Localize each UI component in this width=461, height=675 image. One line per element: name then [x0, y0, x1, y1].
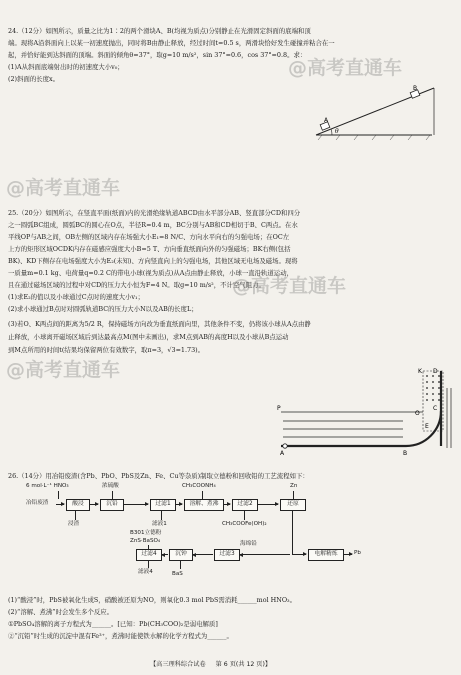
watermark-3: @高考直通车: [232, 275, 347, 297]
text-lithopone-b: ZnS·BaSO₄: [130, 538, 161, 544]
q26-part-2-2: ②“沉铅”时生成的沉淀中混有Fe³⁺，煮沸时能使铁水解的化学方程式为______。: [8, 632, 233, 640]
text-lithopone-a: B301立德粉: [130, 530, 162, 536]
label-d: D: [433, 368, 438, 375]
box-precipitate-zinc: 沉钟: [169, 549, 193, 561]
box-reduce: 还原: [280, 499, 306, 511]
q24-part-2: (2)斜面的长度x。: [8, 75, 59, 83]
footer-page: 第 6 页(共 12 页)】: [215, 661, 272, 668]
q26-line-1: 26.（14分）用冶铅废渣(含Pb、PbO、PbS及Zn、Fe、Cu等杂质)制取立德粉和回收铅的工艺流程如下：: [8, 472, 309, 480]
box-filter-1: 过滤1: [150, 499, 176, 511]
box-filter-4: 过滤4: [136, 549, 162, 561]
box-dissolve-boil: 溶解、煮沸: [184, 499, 224, 511]
field-dots: [426, 375, 440, 401]
label-o: O: [415, 410, 420, 417]
reagent-ammonium-acetate: CH₃COONH₄: [182, 483, 216, 489]
footer: [150, 660, 271, 669]
theta-arc: [331, 129, 332, 135]
q25-part-3-line-2: 止释放，小球离开磁场区域后到达最高点M(图中未画出)，求M点到AB的高度H以及小球从B点运动: [8, 333, 289, 341]
watermark-4: @高考直通车: [6, 359, 121, 381]
text-sponge-lead: 海绵铅: [240, 541, 257, 547]
box-acid-leach: 酸浸: [66, 499, 90, 511]
text-leach-residue: 浸渣: [68, 521, 80, 527]
label-b: B: [403, 450, 408, 457]
reagent-zinc: Zn: [290, 483, 298, 489]
label-a: A: [324, 117, 329, 124]
track-bc: [406, 411, 441, 446]
watermark-1: @高考直通车: [288, 57, 403, 79]
footer-title: 【高三理科综合试卷: [150, 661, 206, 668]
process-flowchart: [26, 483, 426, 591]
q25-part-3-line-3: 到M点所用的时间t(结果均保留两位有效数字，取π=3，√3=1.73)。: [8, 346, 205, 354]
q26-subquestions: [8, 596, 456, 646]
q26-part-2-1: ①PbSO₄溶解的离子方程式为______。[已知：Pb(CH₃COO)₂是弱电解质]: [8, 620, 218, 628]
text-product-pb: Pb: [354, 550, 361, 556]
q25-line-6: 一质量m=0.1 kg、电荷量q=0.2 C的带电小球(视为质点)从A点由静止释放，小球一直沿轨道运动，: [8, 269, 293, 277]
box-precipitate-lead: 沉铅: [100, 499, 124, 511]
track-figure: [275, 368, 453, 458]
q24-line-2: 端。现将A沿斜面向上以某一初速度抛出，同时将B由静止释放，经过时间t=0.5 s，两滑块恰好发生碰撞并粘合在一: [8, 39, 335, 47]
incline-hatch: [318, 135, 430, 140]
label-theta: θ: [335, 128, 339, 135]
ball-a: [283, 444, 287, 448]
q25-line-7: 且在通过磁场区域的过程中对CD的压力大小恒为F=4 N。取g=10 m/s²，不计空气阻力。: [8, 281, 265, 289]
label-b: B: [413, 85, 418, 92]
q24-part-1: (1)A从斜面底端射出时的初速度大小v₀；: [8, 63, 124, 71]
q25-part-1: (1)求E₂的值以及小球通过C点时的速度大小v₁；: [8, 293, 144, 301]
text-barium-sulfide: BaS: [172, 571, 183, 577]
q25-line-2: 之一圆弧BC组成，圆弧BC的圆心在O点，半径R=0.4 m，BC分别与AB和CD相切于B、C两点。在水: [8, 221, 298, 229]
watermark-2: @高考直通车: [6, 177, 121, 199]
label-p: P: [277, 405, 281, 412]
q25-line-4: 上方的矩形区域OCDK内存在磁感应强度大小B=5 T、方向垂直纸面向外的匀强磁场；BK右侧(包括: [8, 245, 291, 253]
text-filtrate-1: 滤液1: [152, 521, 167, 527]
text-iron-hydroxide: CH₃COOFe(OH)₂: [222, 521, 267, 527]
label-c: C: [433, 405, 438, 412]
q25-part-3-line-1: (3)若O、K两点间的距离为5/2 R，保持磁场方向改为垂直纸面向里，其他条件不变，仍将该小球从A点由静: [8, 320, 311, 328]
e2-field-lines: [447, 388, 451, 448]
label-e: E: [425, 423, 429, 430]
box-filter-3: 过滤3: [214, 549, 240, 561]
label-k: K: [418, 368, 422, 375]
incline-figure: [310, 80, 445, 142]
box-filter-2: 过滤2: [232, 499, 258, 511]
e1-field-lines: [283, 421, 403, 437]
q25-line-3: 平线OP与AB之间，OB左侧的区域内存在场强大小E₁=8 N/C、方向水平向右的匀强电场；在OC左: [8, 233, 290, 241]
reagent-nitric-acid: 6 mol·L⁻¹ HNO₃: [26, 483, 69, 489]
start-label: 冶铅废渣: [26, 500, 49, 506]
q24-line-1: 24.（12分）如图所示，质量之比为1∶2的两个滑块A、B(均视为质点)分别静止在光滑固定斜面的底端和顶: [8, 27, 311, 35]
text-filtrate-4: 滤液4: [138, 569, 153, 575]
label-a: A: [280, 450, 285, 457]
reagent-sulfuric-acid: 浓硫酸: [102, 483, 119, 489]
q24-line-3: 起，并恰好能到达斜面的顶端。斜面的倾角θ=37°，取g=10 m/s²，sin 37°=0.6，cos 37°=0.8。求：: [8, 51, 307, 59]
box-electrorefine: 电解精炼: [308, 549, 344, 561]
q25-line-5: BK)、KD下侧存在电场强度大小为E₂(未知)、方向竖直向上的匀强电场，其他区域无电场及磁场。现将: [8, 257, 298, 265]
q25-part-2: (2)求小球通过B点时对圆弧轨道BC的压力大小N以及AB的长度L；: [8, 305, 198, 313]
q25-line-1: 25.（20分）如图所示，在竖直平面(纸面)内的光滑绝缘轨道ABCD由水平部分AB、竖直部分CD和四分: [8, 209, 301, 217]
q26-part-1: (1)“酸浸”时，PbS被氧化生成S，硝酸被还原为NO，则氧化0.3 mol PbS需消耗______mol HNO₃。: [8, 596, 297, 604]
q26-part-2: (2)“溶解、煮沸”时会发生多个反应。: [8, 608, 114, 616]
